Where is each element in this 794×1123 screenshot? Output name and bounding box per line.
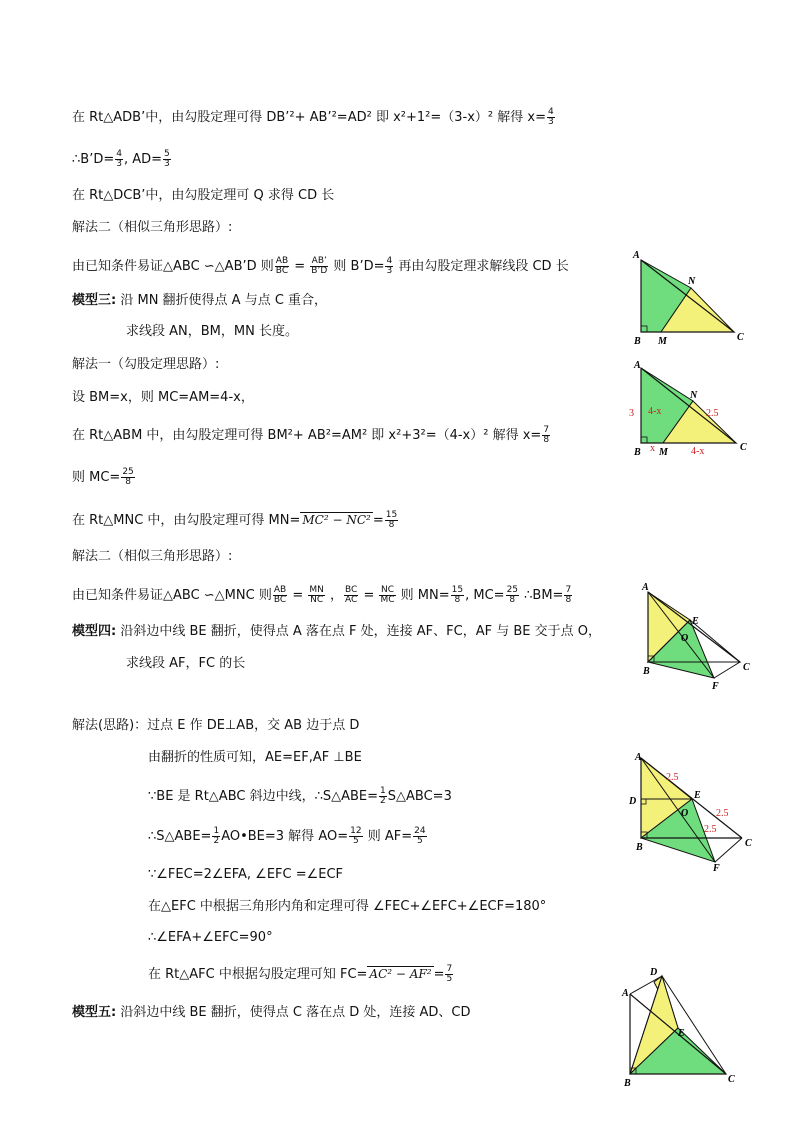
- model-five-title: 模型五: 沿斜边中线 BE 翻折，使得点 C 落在点 D 处，连接 AD、CD: [72, 1005, 471, 1020]
- line-bd-ad: ∴B’D= $\frac{4}{3}$ , AD= $\frac{5}{3}$: [72, 149, 170, 169]
- label-o: O: [681, 633, 689, 644]
- heading-method-two-b: 解法二（相似三角形思路）:: [72, 549, 233, 564]
- figure-model-five: [620, 964, 746, 1090]
- label-e: E: [692, 616, 699, 627]
- model-three-question: 求线段 AN，BM，MN 长度。: [126, 324, 298, 339]
- label-a: A: [635, 752, 642, 763]
- length-am: 4-x: [648, 406, 662, 417]
- heading-method-two: 解法二（相似三角形思路）:: [72, 220, 233, 235]
- label-b: B: [643, 666, 650, 677]
- model-four-question: 求线段 AF，FC 的长: [126, 656, 246, 671]
- model-four-title: 模型四: 沿斜边中线 BE 翻折，使得点 A 落在点 F 处，连接 AF、FC，AF 与 BE 交于点 O，: [72, 624, 601, 639]
- length-nc: 2.5: [706, 408, 719, 419]
- model-four-step2: ∵BE 是 Rt△ABC 斜边中线，∴S△ABE= $\frac{1}{2}$ S△ABC=3: [148, 786, 452, 806]
- length-ef: 2.5: [704, 824, 717, 835]
- model-four-step7: 在 Rt△AFC 中根据勾股定理可知 FC= AC² − AF² = $\frac{7}{5}$: [148, 964, 453, 984]
- label-b: B: [636, 842, 643, 853]
- length-bm: x: [650, 443, 655, 454]
- label-d: D: [650, 967, 658, 978]
- label-c: C: [737, 332, 744, 343]
- model-four-step6: ∴∠EFA+∠EFC=90°: [148, 930, 273, 945]
- label-e: E: [678, 1028, 685, 1039]
- label-e: E: [694, 790, 701, 801]
- line-rt-mnc: 在 Rt△MNC 中，由勾股定理可得 MN= MC² − NC² = $\frac{15}{8}$: [72, 510, 398, 530]
- label-o: O: [681, 808, 689, 819]
- label-m: M: [658, 336, 667, 347]
- label-b: B: [624, 1078, 631, 1089]
- label-m: M: [659, 447, 668, 458]
- line-similar-triangles: 由已知条件易证△ABC ∽△AB’D 则 $\frac{AB}{BC}$ = $\frac{AB’}{B’D}$ 则 B’D= $\frac{4}{3}$ 再由勾股定理求解线段 CD 长: [72, 256, 569, 276]
- label-f: F: [712, 681, 719, 692]
- label-c: C: [745, 838, 752, 849]
- model-four-step3: ∴S△ABE= $\frac{1}{2}$ AO•BE=3 解得 AO= $\frac{12}{5}$ 则 AF= $\frac{24}{5}$: [148, 826, 426, 846]
- line-rt-dcb: 在 Rt△DCB’中，由勾股定理可 Q 求得 CD 长: [72, 188, 335, 203]
- line-rt-abm: 在 Rt△ABM 中，由勾股定理可得 BM²+ AB²=AM² 即 x²+3²=（4-x）² 解得 x= $\frac{7}{8}$: [72, 425, 550, 445]
- model-four-step1: 由翻折的性质可知，AE=EF,AF ⊥BE: [148, 750, 362, 765]
- label-a: A: [642, 582, 649, 593]
- label-a: A: [634, 360, 641, 371]
- line-rt-adb: 在 Rt△ADB’中，由勾股定理可得 DB’²+ AB’²=AD² 即 x²+1²=（3-x）² 解得 x= $\frac{4}{3}$: [72, 107, 554, 127]
- label-n: N: [688, 276, 696, 287]
- label-b: B: [634, 447, 641, 458]
- label-c: C: [728, 1074, 735, 1085]
- figure-model-four: [638, 578, 758, 690]
- heading-method-one: 解法一（勾股定理思路）:: [72, 357, 220, 372]
- figure-model-three: [630, 248, 750, 347]
- label-c: C: [743, 662, 750, 673]
- figure-model-four-solution: [624, 750, 758, 874]
- label-a: A: [633, 250, 640, 261]
- length-ec: 2.5: [716, 808, 729, 819]
- label-n: N: [690, 390, 698, 401]
- line-set-bm: 设 BM=x，则 MC=AM=4-x，: [72, 390, 254, 405]
- label-c: C: [740, 442, 747, 453]
- length-ab: 3: [629, 408, 634, 419]
- label-f: F: [713, 863, 720, 874]
- label-b: B: [634, 336, 641, 347]
- length-ae: 2.5: [666, 772, 679, 783]
- line-similar-mnc: 由已知条件易证△ABC ∽△MNC 则 $\frac{AB}{BC}$ = $\frac{MN}{NC}$ ， $\frac{BC}{AC}$ = $\frac{NC}{MC}$ 则 MN= $\frac{15}{8}$ , MC= $\frac{25}{8}$ ∴BM= $\frac{7}{8}$: [72, 585, 572, 605]
- fraction: $\frac{4}{3}$: [547, 107, 554, 127]
- line-mc: 则 MC= $\frac{25}{8}$: [72, 467, 134, 487]
- label-d: D: [629, 796, 637, 807]
- model-four-solution: 解法(思路)：过点 E 作 DE⊥AB，交 AB 边于点 D: [72, 718, 360, 733]
- length-mc: 4-x: [691, 446, 705, 457]
- figure-model-three-lengths: [624, 358, 754, 458]
- model-three-title: 模型三: 沿 MN 翻折使得点 A 与点 C 重合，: [72, 293, 328, 308]
- label-a: A: [622, 988, 629, 999]
- model-four-step4: ∵∠FEC=2∠EFA, ∠EFC =∠ECF: [148, 867, 344, 882]
- model-four-step5: 在△EFC 中根据三角形内角和定理可得 ∠FEC+∠EFC+∠ECF=180°: [148, 899, 547, 914]
